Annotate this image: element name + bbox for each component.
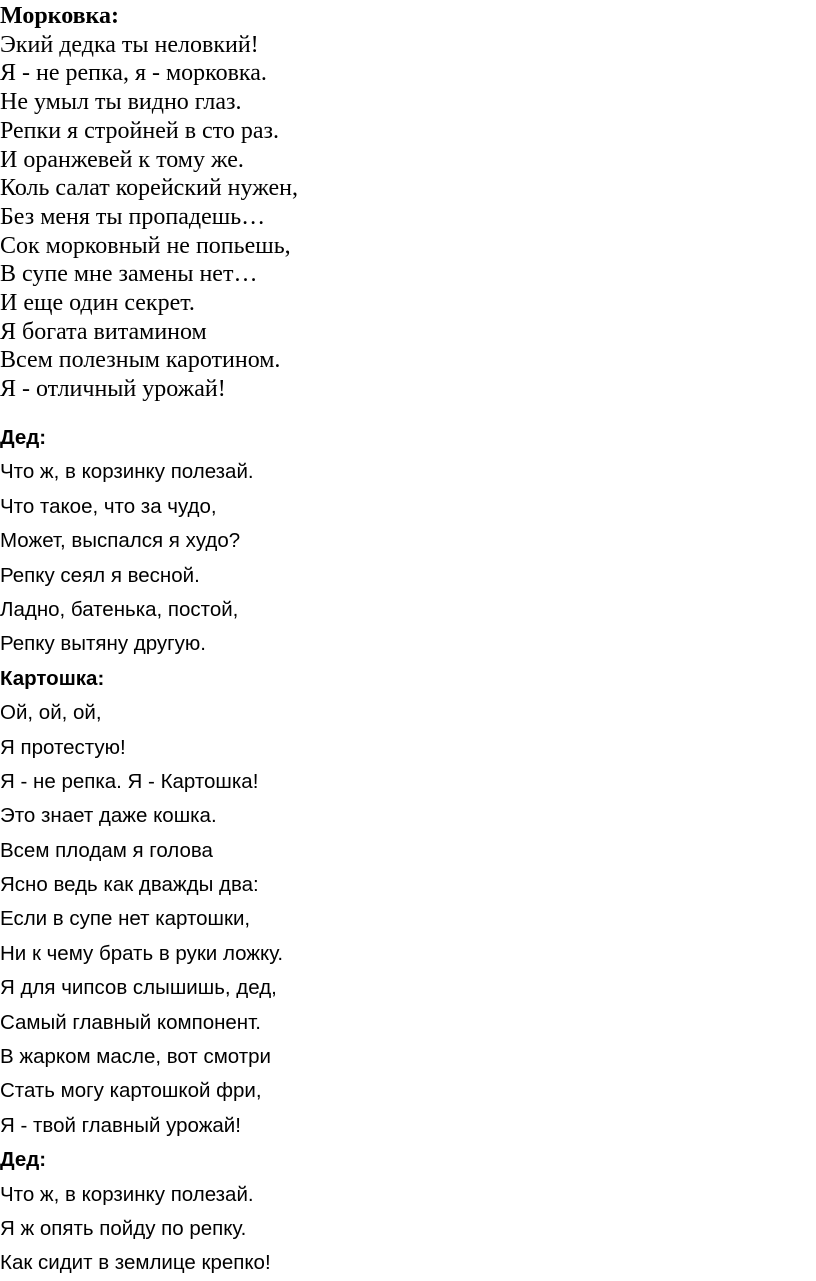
verse-line: Я - не репка, я - морковка. <box>0 60 267 87</box>
speaker-potato: Картошка: <box>0 666 105 690</box>
verse-line: Репки я стройней в сто раз. <box>0 117 279 144</box>
verse-line: В супе мне замены нет… <box>0 261 258 288</box>
speaker-carrot: Морковка: <box>0 3 120 29</box>
dialogue-section <box>0 421 283 1281</box>
verse-line: Я - не репка. Я - Картошка! <box>0 769 259 793</box>
verse-line: Репку вытяну другую. <box>0 632 206 656</box>
verse-line: Самый главный компонент. <box>0 1010 261 1034</box>
verse-line: Коль салат корейский нужен, <box>0 175 298 202</box>
verse-line: Без меня ты пропадешь… <box>0 203 266 230</box>
verse-line: Это знает даже кошка. <box>0 804 217 828</box>
verse-line: И оранжевей к тому же. <box>0 146 244 173</box>
verse-line: Я ж опять пойду по репку. <box>0 1216 247 1240</box>
verse-line: В жарком масле, вот смотри <box>0 1045 272 1069</box>
verse-line: Экий дедка ты неловкий! <box>0 31 259 58</box>
verse-line: Не умыл ты видно глаз. <box>0 89 242 116</box>
verse-line: И еще один секрет. <box>0 290 195 317</box>
verse-line: Сок морковный не попьешь, <box>0 232 291 259</box>
verse-line: Я для чипсов слышишь, дед, <box>0 976 277 1000</box>
verse-line: Что такое, что за чудо, <box>0 494 217 518</box>
verse-line: Я - отличный урожай! <box>0 376 226 403</box>
verse-line: Ясно ведь как дважды два: <box>0 873 259 897</box>
verse-line: Как сидит в землице крепко! <box>0 1251 271 1275</box>
verse-line: Всем плодам я голова <box>0 838 213 862</box>
carrot-section <box>0 2 298 404</box>
verse-line: Всем полезным каротином. <box>0 347 281 374</box>
verse-line: Может, выспался я худо? <box>0 529 241 553</box>
verse-line: Репку сеял я весной. <box>0 563 200 587</box>
verse-line: Ладно, батенька, постой, <box>0 597 239 621</box>
verse-line: Я протестую! <box>0 735 126 759</box>
verse-line: Стать могу картошкой фри, <box>0 1079 262 1103</box>
verse-line: Что ж, в корзинку полезай. <box>0 460 254 484</box>
speaker-grandpa: Дед: <box>0 1148 47 1172</box>
speaker-grandpa: Дед: <box>0 426 47 449</box>
verse-line: Я - твой главный урожай! <box>0 1113 241 1137</box>
verse-line: Если в супе нет картошки, <box>0 907 251 931</box>
verse-line: Что ж, в корзинку полезай. <box>0 1182 254 1206</box>
verse-line: Ни к чему брать в руки ложку. <box>0 941 284 965</box>
verse-line: Я богата витамином <box>0 318 207 345</box>
verse-line: Ой, ой, ой, <box>0 701 102 725</box>
